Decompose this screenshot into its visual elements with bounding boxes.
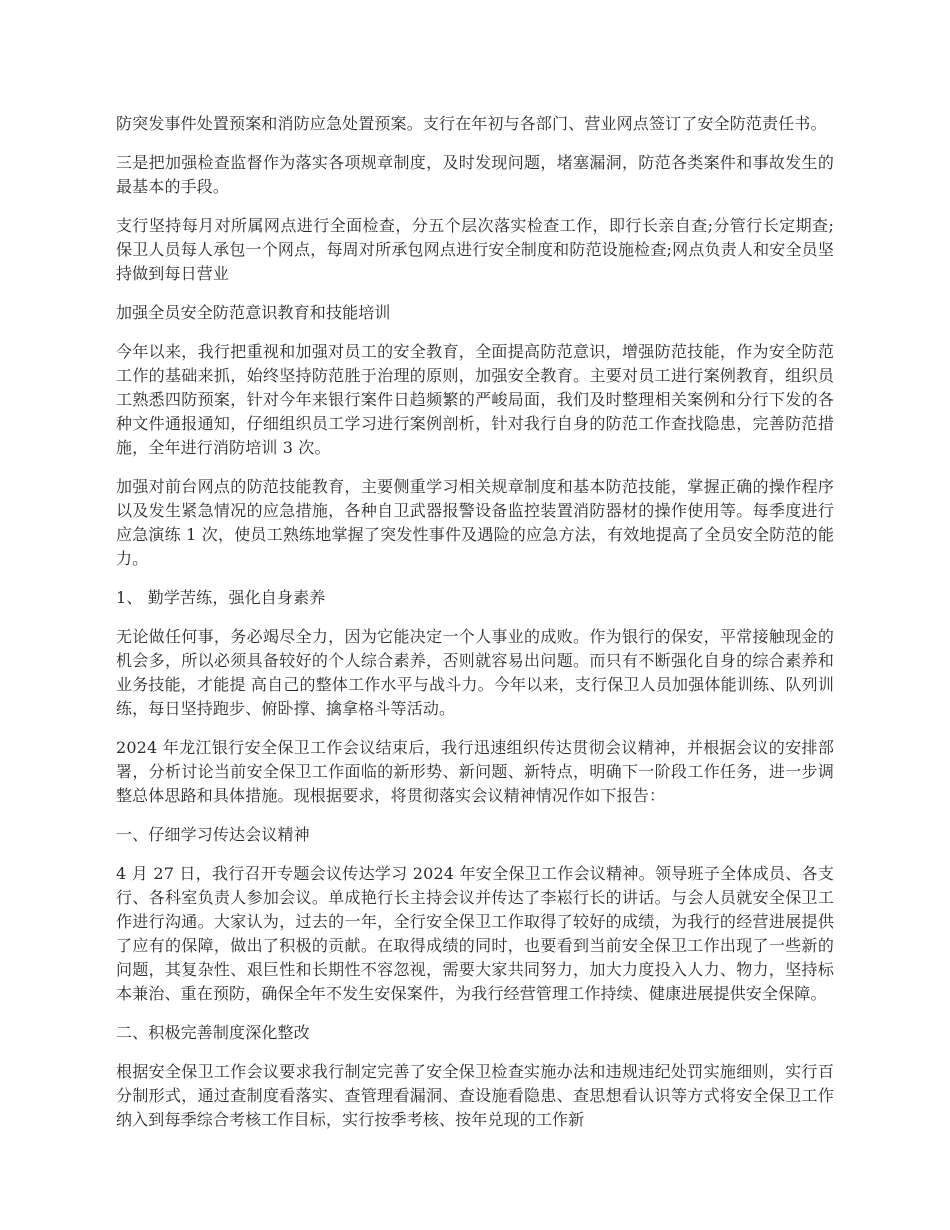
- paragraph: 4 月 27 日，我行召开专题会议传达学习 2024 年安全保卫工作会议精神。领导班子全体成员、各支行、各科室负责人参加会议。单成艳行长主持会议并传达了李崧行长的讲话。与会人员就安全保卫工作进行沟通。大家认为，过去的一年，全行安全保卫工作取得了较好的成绩，为我行的经营进展提供了应有的保障，做出了积极的贡献。在取得成绩的同时，也要看到当前安全保卫工作出现了一些新的问题，其复杂性、艰巨性和长期性不容忽视，需要大家共同努力，加大力度投入人力、物力，坚持标本兼治、重在预防，确保全年不发生安保案件，为我行经营管理工作持续、健康进展提供安全保障。: [116, 864, 834, 1003]
- paragraph: 2024 年龙江银行安全保卫工作会议结束后，我行迅速组织传达贯彻会议精神，并根据会议的安排部署，分析讨论当前安全保卫工作面临的新形势、新问题、新特点，明确下一阶段工作任务，进一步调整总体思路和具体措施。现根据要求，将贯彻落实会议精神情况作如下报告：: [116, 738, 834, 805]
- document-body: [116, 112, 834, 1147]
- paragraph: 防突发事件处置预案和消防应急处置预案。支行在年初与各部门、营业网点签订了安全防范责任书。: [116, 114, 827, 133]
- section-heading: 一、仔细学习传达会议精神: [116, 825, 310, 844]
- paragraph: 支行坚持每月对所属网点进行全面检查，分五个层次落实检查工作，即行长亲自查;分管行长定期查;保卫人员每人承包一个网点，每周对所承包网点进行安全制度和防范设施检查;网点负责人和安全员坚持做到每日营业: [116, 216, 834, 283]
- paragraph: 加强对前台网点的防范技能教育，主要侧重学习相关规章制度和基本防范技能，掌握正确的操作程序以及发生紧急情况的应急措施，各种自卫武器报警设备监控装置消防器材的操作使用等。每季度进行应急演练 1 次，使员工熟练地掌握了突发性事件及遇险的应急方法，有效地提高了全员安全防范的能力。: [116, 477, 834, 568]
- paragraph: 三是把加强检查监督作为落实各项规章制度，及时发现问题，堵塞漏洞，防范各类案件和事故发生的最基本的手段。: [116, 153, 834, 196]
- paragraph: 根据安全保卫工作会议要求我行制定完善了安全保卫检查实施办法和违规违纪处罚实施细则，实行百分制形式，通过查制度看落实、查管理看漏洞、查设施看隐患、查思想看认识等方式将安全保卫工作纳入到每季综合考核工作目标，实行按季考核、按年兑现的工作新: [116, 1062, 834, 1129]
- section-heading: 二、积极完善制度深化整改: [116, 1023, 310, 1042]
- paragraph: 无论做任何事，务必竭尽全力，因为它能决定一个人事业的成败。作为银行的保安，平常接触现金的机会多，所以必须具备较好的个人综合素养，否则就容易出问题。而只有不断强化自身的综合素养和业务技能，才能提 高自己的整体工作水平与战斗力。今年以来，支行保卫人员加强体能训练、队列训练，每日坚持跑步、俯卧撑、擒拿格斗等活动。: [116, 627, 834, 718]
- section-heading: 1、 勤学苦练，强化自身素养: [116, 588, 326, 607]
- section-heading: 加强全员安全防范意识教育和技能培训: [116, 303, 391, 322]
- paragraph: 今年以来，我行把重视和加强对员工的安全教育，全面提高防范意识，增强防范技能，作为安全防范工作的基础来抓，始终坚持防范胜于治理的原则，加强安全教育。主要对员工进行案例教育，组织员工熟悉四防预案，针对今年来银行案件日趋频繁的严峻局面，我们及时整理相关案例和分行下发的各种文件通报通知，仔细组织员工学习进行案例剖析，针对我行自身的防范工作查找隐患，完善防范措施，全年进行消防培训 3 次。: [116, 342, 834, 457]
